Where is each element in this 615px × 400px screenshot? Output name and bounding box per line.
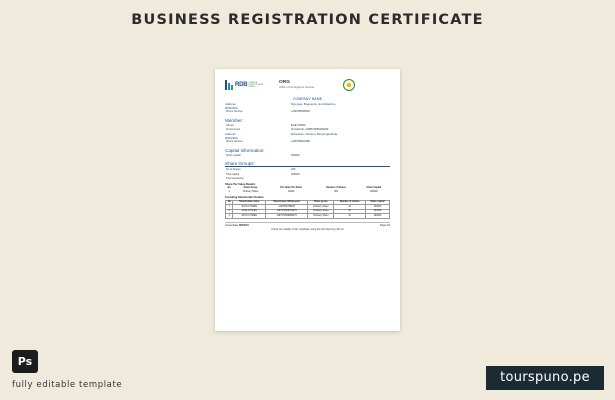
rdb-logo bbox=[225, 80, 275, 90]
member-row-value: ID Card No: 1198570065166209 bbox=[291, 127, 329, 131]
table-cell: JOHN CITIZEN bbox=[233, 214, 265, 218]
rdb-logo-text: RDB bbox=[235, 82, 248, 88]
capital-row-value: 200000 bbox=[291, 153, 300, 157]
table-header-cell: Share Capital bbox=[366, 187, 382, 190]
table-header-cell: Share capital bbox=[365, 200, 389, 205]
capital-row bbox=[225, 154, 390, 158]
company-phone-row bbox=[225, 110, 390, 114]
table-cell: 1197973969784976 bbox=[265, 209, 307, 213]
page-title: BUSINESS REGISTRATION CERTIFICATE bbox=[131, 12, 484, 28]
table-cell: Ordinary Share bbox=[242, 190, 259, 193]
table-header-cell: No bbox=[227, 187, 231, 190]
share-group-value: 200 bbox=[291, 168, 296, 172]
member-address-value: Ethandwe, Rubavu, Bimpingambula, bbox=[291, 132, 338, 137]
org-block bbox=[279, 81, 333, 89]
issued-date bbox=[225, 224, 249, 227]
table-header-cell: Shareholder ID/Passport bbox=[265, 200, 307, 205]
validity-note: Check the validity of this certificate using the link http://org.rdb.rw/ bbox=[271, 228, 344, 232]
table-row bbox=[226, 214, 390, 218]
table-cell: JANE CITIZEN bbox=[233, 209, 265, 213]
table-cell: Ordinary Share bbox=[308, 209, 334, 213]
address-label: Address bbox=[225, 102, 236, 106]
table-cell: 300 bbox=[334, 190, 338, 193]
share-group-label: No of Shares bbox=[226, 168, 241, 172]
member-address-label: Address bbox=[225, 132, 236, 137]
table-header-cell: Share Group bbox=[243, 187, 258, 190]
table-header-cell: No bbox=[226, 200, 233, 205]
member-row-value: ELIE KIZIBA bbox=[291, 123, 306, 127]
member-section-title: Member: bbox=[225, 117, 244, 123]
certificate-header bbox=[225, 76, 390, 94]
member-row-label: ID document bbox=[226, 127, 241, 131]
shareholders-title: Founding Shareholder Details: bbox=[225, 195, 265, 199]
share-group-value: 200000 bbox=[291, 172, 300, 176]
table-cell: 10 bbox=[334, 209, 366, 213]
org-title: ORG bbox=[279, 80, 290, 86]
member-phone-value: +250785243280 bbox=[291, 140, 310, 144]
table-cell: 1 bbox=[226, 205, 233, 209]
company-name: COMPANY NAME bbox=[292, 97, 323, 101]
table-cell: 100000 bbox=[365, 205, 389, 209]
shareholders-table bbox=[225, 200, 390, 219]
issued-date-label: Issued Date bbox=[225, 223, 239, 227]
table-cell: Ordinary Share bbox=[308, 205, 334, 209]
photoshop-icon: Ps bbox=[12, 350, 38, 373]
table-row bbox=[225, 191, 390, 194]
share-group-label: Total Guarantee bbox=[226, 176, 244, 180]
table-cell: Ordinary Share bbox=[308, 214, 334, 218]
share-group-label: Total capital bbox=[226, 172, 240, 176]
certificate-footer bbox=[225, 222, 390, 227]
share-per-value-table bbox=[225, 187, 390, 194]
member-row-label: Names bbox=[226, 123, 234, 127]
address-country: RWANDA bbox=[225, 106, 238, 111]
table-cell: 300000 bbox=[369, 190, 378, 193]
table-cell: 1197900768940 bbox=[265, 205, 307, 209]
phone-value: +250785006526 bbox=[291, 110, 310, 114]
capital-row-label: Share capital bbox=[226, 153, 241, 157]
issued-date-value: 08/27/21 bbox=[239, 223, 249, 227]
table-cell: 1 bbox=[228, 190, 230, 193]
member-phone-label: Phone Number bbox=[226, 140, 243, 144]
table-cell: 10 bbox=[334, 214, 366, 218]
capital-section-title: Capital information: bbox=[225, 147, 265, 153]
table-header-cell: Number of shares bbox=[334, 200, 366, 205]
table-cell: 10 bbox=[334, 205, 366, 209]
org-subtitle: Office of the Registrar General bbox=[279, 85, 315, 89]
share-group-row bbox=[225, 177, 390, 181]
table-cell: JOHN CITIZEN bbox=[233, 205, 265, 209]
table-header-cell: Share group bbox=[308, 200, 334, 205]
share-groups-title: Share Groups: bbox=[225, 161, 390, 168]
table-cell: 10000 bbox=[287, 190, 295, 193]
table-header-cell: Shareholder name bbox=[233, 200, 265, 205]
tagline: fully editable template bbox=[12, 380, 123, 390]
rdb-logo-subtitle: RWANDA DEVELOPMENT BOARD bbox=[248, 81, 264, 89]
table-cell: 2 bbox=[226, 209, 233, 213]
share-per-value-title: Share Per Value Details: bbox=[225, 182, 256, 186]
table-cell: 100000 bbox=[365, 209, 389, 213]
phone-label: Phone Number bbox=[226, 110, 243, 114]
address-value: Nyuyage, Bugesera, Gumbikarube, bbox=[291, 102, 337, 106]
share-group-value bbox=[291, 177, 390, 181]
brand-badge: tourspuno.pe bbox=[486, 366, 604, 390]
member-country: RWANDA bbox=[225, 136, 238, 141]
table-header-cell: Number of Shares bbox=[326, 187, 346, 190]
rdb-logo-icon bbox=[225, 80, 234, 90]
page-number: Page 2/2 bbox=[379, 223, 390, 227]
member-phone-row bbox=[225, 140, 390, 144]
table-header-cell: Per Value Per Share bbox=[280, 187, 302, 190]
certificate-document bbox=[215, 69, 400, 331]
table-cell: 3 bbox=[226, 214, 233, 218]
table-cell: 1197973969989076 bbox=[265, 214, 307, 218]
table-cell: 100000 bbox=[365, 214, 389, 218]
coat-of-arms-icon bbox=[343, 79, 355, 91]
